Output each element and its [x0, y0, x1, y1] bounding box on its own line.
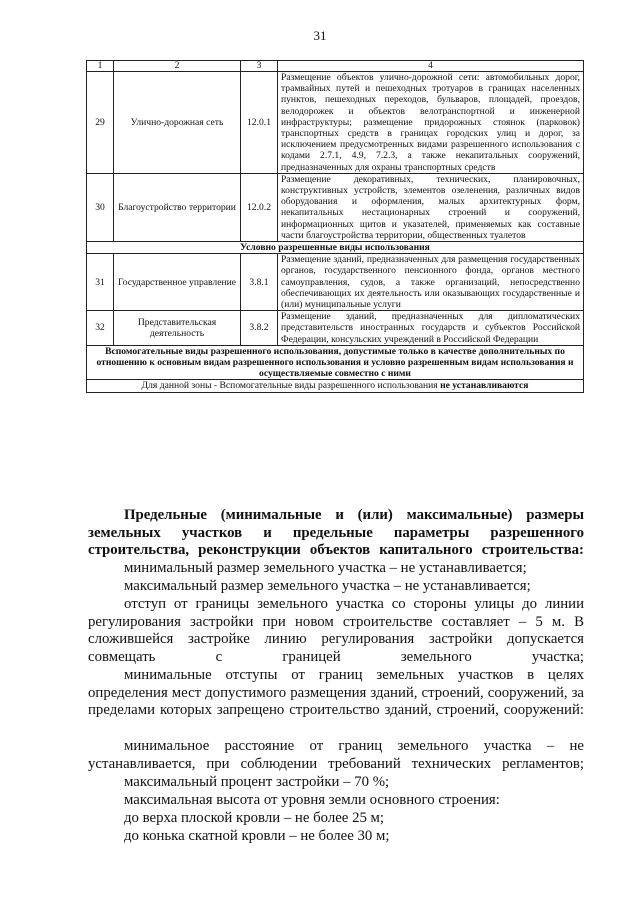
section-header-row	[87, 345, 584, 380]
paragraph: максимальный размер земельного участка – не устанавливается;	[124, 578, 531, 594]
conditional-uses-header: Условно разрешенные виды использования	[87, 242, 584, 254]
table-row	[87, 72, 584, 174]
paragraph: минимальное расстояние от границ земельного участка – не устанавливается, при соблюдении требований технических регламентов;	[88, 738, 584, 772]
table-row	[87, 173, 584, 241]
header-col-2: 2	[114, 61, 241, 72]
table-header-row	[87, 61, 584, 72]
paragraph: до верха плоской кровли – не более 25 м;	[124, 810, 385, 826]
table-row	[87, 254, 584, 311]
use-type-name: Государственное управление	[114, 254, 241, 311]
auxiliary-uses-header: Вспомогательные виды разрешенного использования, допустимые только в качестве дополнительных по отношению к основным видам разрешенного использования и условно разрешенным видам использования и осуществляемые совместно с ними	[87, 345, 584, 380]
header-col-3: 3	[241, 61, 278, 72]
land-use-table	[86, 60, 584, 393]
row-number: 29	[87, 72, 114, 174]
use-type-description: Размещение декоративных, технических, планировочных, конструктивных устройств, элементов озеленения, различных видов оборудования и оформления, малых архитектурных форм, некапитальных нестационарных строений и сооружений, информационных щитов и указателей, применяемых как составные части благоустройства территории, общественных туалетов	[278, 173, 584, 241]
section-header-row	[87, 242, 584, 254]
paragraph: отступ от границы земельного участка со стороны улицы до линии регулирования застройки при новом строительстве составляет – 5 м. В сложившейся застройке линию регулирования застройки допускается совмещать с границей земельного участка;	[88, 596, 584, 666]
use-type-name: Благоустройство территории	[114, 173, 241, 241]
use-type-code: 12.0.1	[241, 72, 278, 174]
use-type-description: Размещение зданий, предназначенных для размещения государственных органов, государственного пенсионного фонда, органов местного самоуправления, судов, а также организаций, непосредственно обеспечивающих их деятельность или оказывающих государственные и (или) муниципальные услуги	[278, 254, 584, 311]
header-col-1: 1	[87, 61, 114, 72]
row-number: 31	[87, 254, 114, 311]
use-type-description: Размещение зданий, предназначенных для дипломатических представительств иностранных государств и субъектов Российской Федерации, консульских учреждений в Российской Федерации	[278, 311, 584, 346]
paragraph: минимальный размер земельного участка – не устанавливается;	[124, 560, 527, 576]
page-number: 31	[313, 28, 327, 43]
use-type-description: Размещение объектов улично-дорожной сети: автомобильных дорог, трамвайных путей и пешеходных тротуаров в границах населенных пунктов, пешеходных переходов, бульваров, площадей, проездов, велодорожек и объектов велотранспортной и инженерной инфраструктуры; размещение придорожных стоянок (парковок) транспортных средств в границах городских улиц и дорог, за исключением предусмотренных видами разрешенного использования с кодами 2.7.1, 4.9, 7.2.3, а также некапитальных сооружений, предназначенных для охраны транспортных средств	[278, 72, 584, 174]
use-type-code: 3.8.1	[241, 254, 278, 311]
section-heading: Предельные (минимальные и (или) максимальные) размеры земельных участков и предельные параметры разрешенного строительства, реконструкции объектов капитального строительства:	[88, 507, 584, 559]
use-type-code: 3.8.2	[241, 311, 278, 346]
paragraph: максимальная высота от уровня земли основного строения:	[124, 792, 500, 808]
paragraph: до конька скатной кровли – не более 30 м;	[124, 828, 390, 844]
auxiliary-uses-note	[87, 380, 584, 392]
use-type-name: Улично-дорожная сеть	[114, 72, 241, 174]
row-number: 32	[87, 311, 114, 346]
table-row	[87, 311, 584, 346]
note-emphasis: не устанавливаются	[440, 380, 529, 392]
note-text: Для данной зоны - Вспомогательные виды разрешенного использования	[141, 380, 441, 392]
paragraph: минимальные отступы от границ земельных участков в целях определения мест допустимого размещения зданий, строений, сооружений, за пределами которых запрещено строительство зданий, строений, сооружений:	[88, 667, 584, 719]
header-col-4: 4	[278, 61, 584, 72]
note-row	[87, 380, 584, 392]
row-number: 30	[87, 173, 114, 241]
use-type-name: Представительская деятельность	[114, 311, 241, 346]
paragraph: максимальный процент застройки – 70 %;	[124, 774, 390, 790]
use-type-code: 12.0.2	[241, 173, 278, 241]
